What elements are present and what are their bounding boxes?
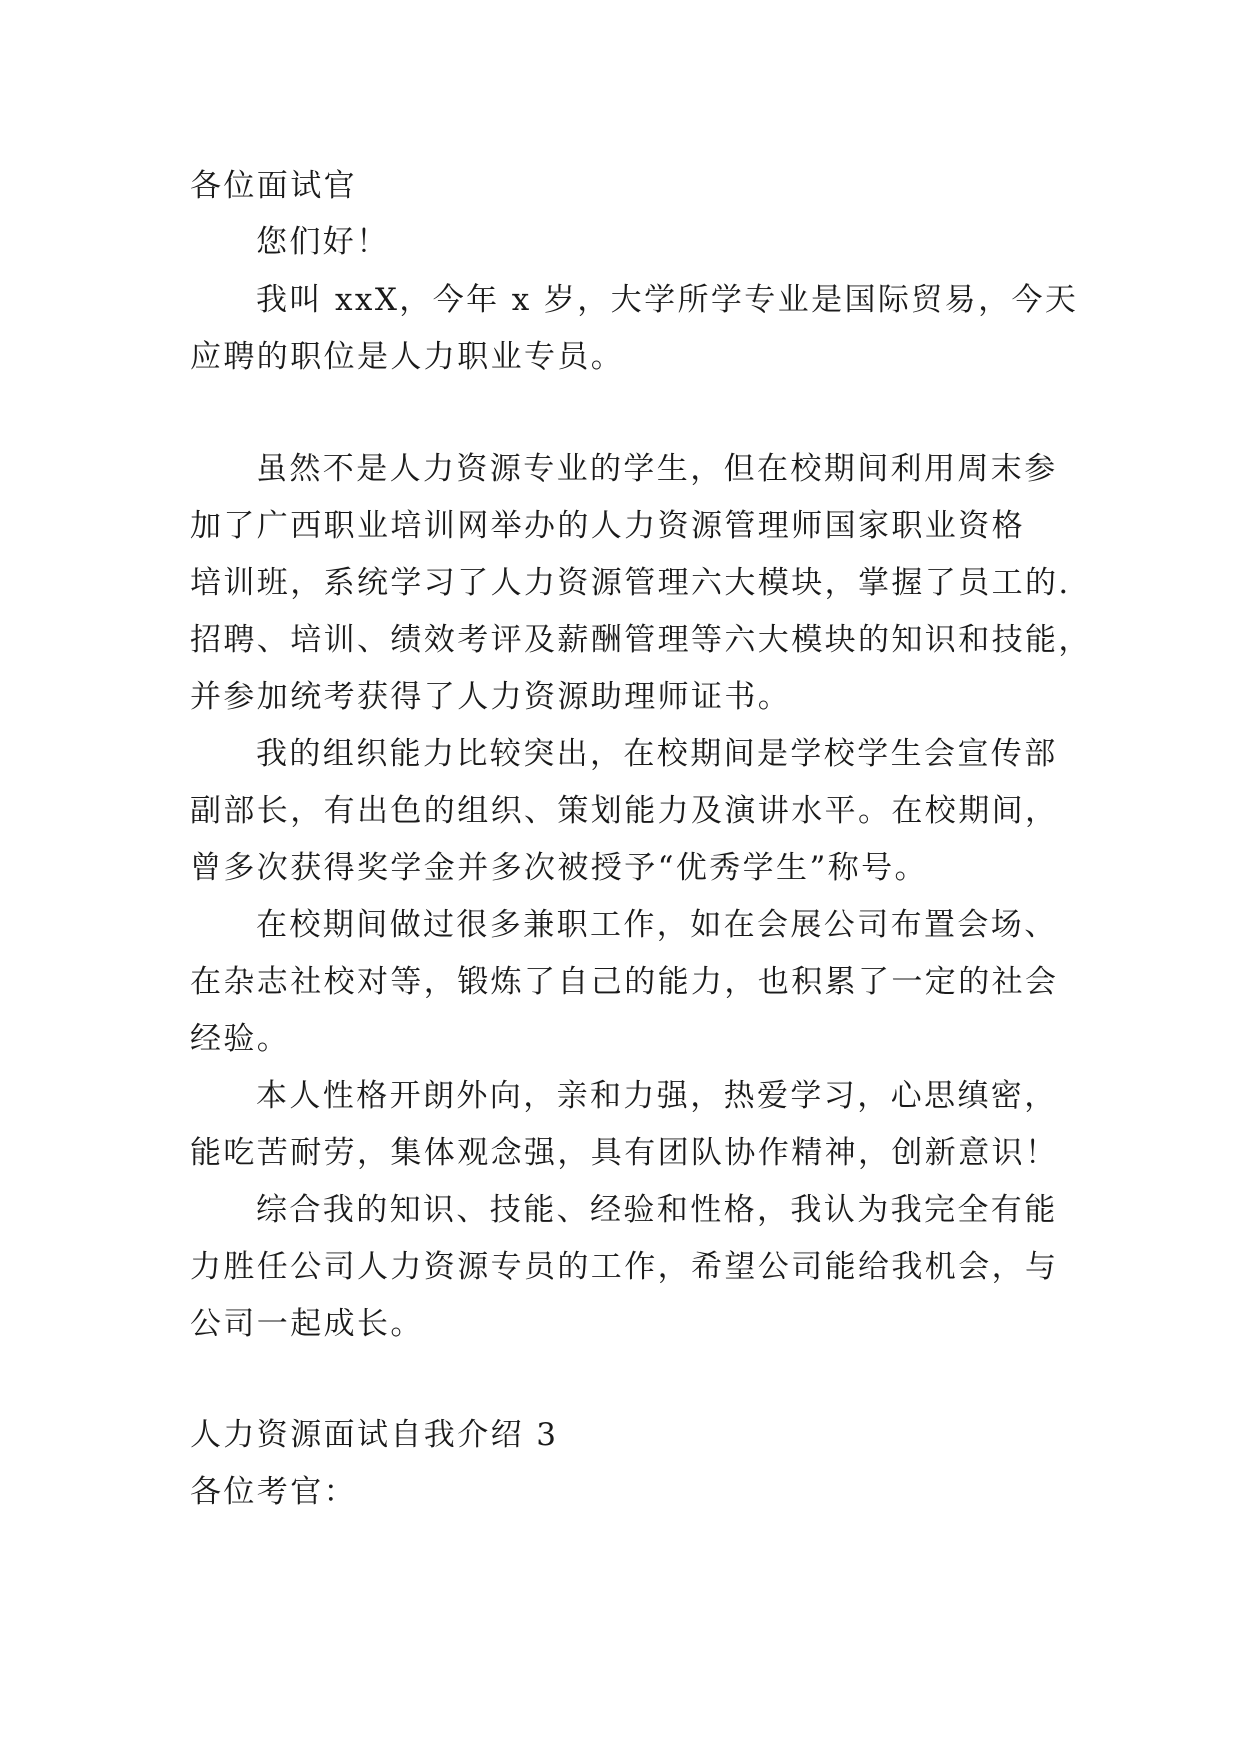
- section-heading: 人力资源面试自我介绍 3: [190, 1417, 559, 1453]
- paragraph-line: 本人性格开朗外向，亲和力强，热爱学习，心思缜密，: [256, 1078, 1058, 1114]
- paragraph-line: 我叫 xxX，今年 x 岁，大学所学专业是国际贸易，今天: [256, 282, 1079, 318]
- paragraph-line: 经验。: [190, 1021, 291, 1057]
- paragraph-line: 综合我的知识、技能、经验和性格，我认为我完全有能: [256, 1192, 1058, 1228]
- paragraph-line: 培训班，系统学习了人力资源管理六大模块，掌握了员工的.: [190, 565, 1071, 601]
- paragraph-line: 招聘、培训、绩效考评及薪酬管理等六大模块的知识和技能，: [190, 622, 1092, 658]
- paragraph-line: 应聘的职位是人力职业专员。: [190, 339, 625, 375]
- salutation: 各位面试官: [190, 168, 357, 204]
- greeting: 您们好！: [256, 224, 390, 260]
- paragraph-line: 在校期间做过很多兼职工作，如在会展公司布置会场、: [256, 907, 1058, 943]
- paragraph-line: 曾多次获得奖学金并多次被授予“优秀学生”称号。: [190, 850, 928, 886]
- salutation: 各位考官：: [190, 1474, 357, 1510]
- paragraph-line: 力胜任公司人力资源专员的工作，希望公司能给我机会，与: [190, 1249, 1059, 1285]
- paragraph-line: 公司一起成长。: [190, 1306, 424, 1342]
- paragraph-line: 并参加统考获得了人力资源助理师证书。: [190, 679, 792, 715]
- paragraph-line: 虽然不是人力资源专业的学生，但在校期间利用周末参: [256, 451, 1058, 487]
- paragraph-line: 我的组织能力比较突出，在校期间是学校学生会宣传部: [256, 736, 1058, 772]
- paragraph-line: 副部长，有出色的组织、策划能力及演讲水平。在校期间，: [190, 793, 1059, 829]
- paragraph-line: 加了广西职业培训网举办的人力资源管理师国家职业资格: [190, 508, 1025, 544]
- paragraph-line: 能吃苦耐劳，集体观念强，具有团队协作精神，创新意识！: [190, 1135, 1059, 1171]
- paragraph-line: 在杂志社校对等，锻炼了自己的能力，也积累了一定的社会: [190, 964, 1059, 1000]
